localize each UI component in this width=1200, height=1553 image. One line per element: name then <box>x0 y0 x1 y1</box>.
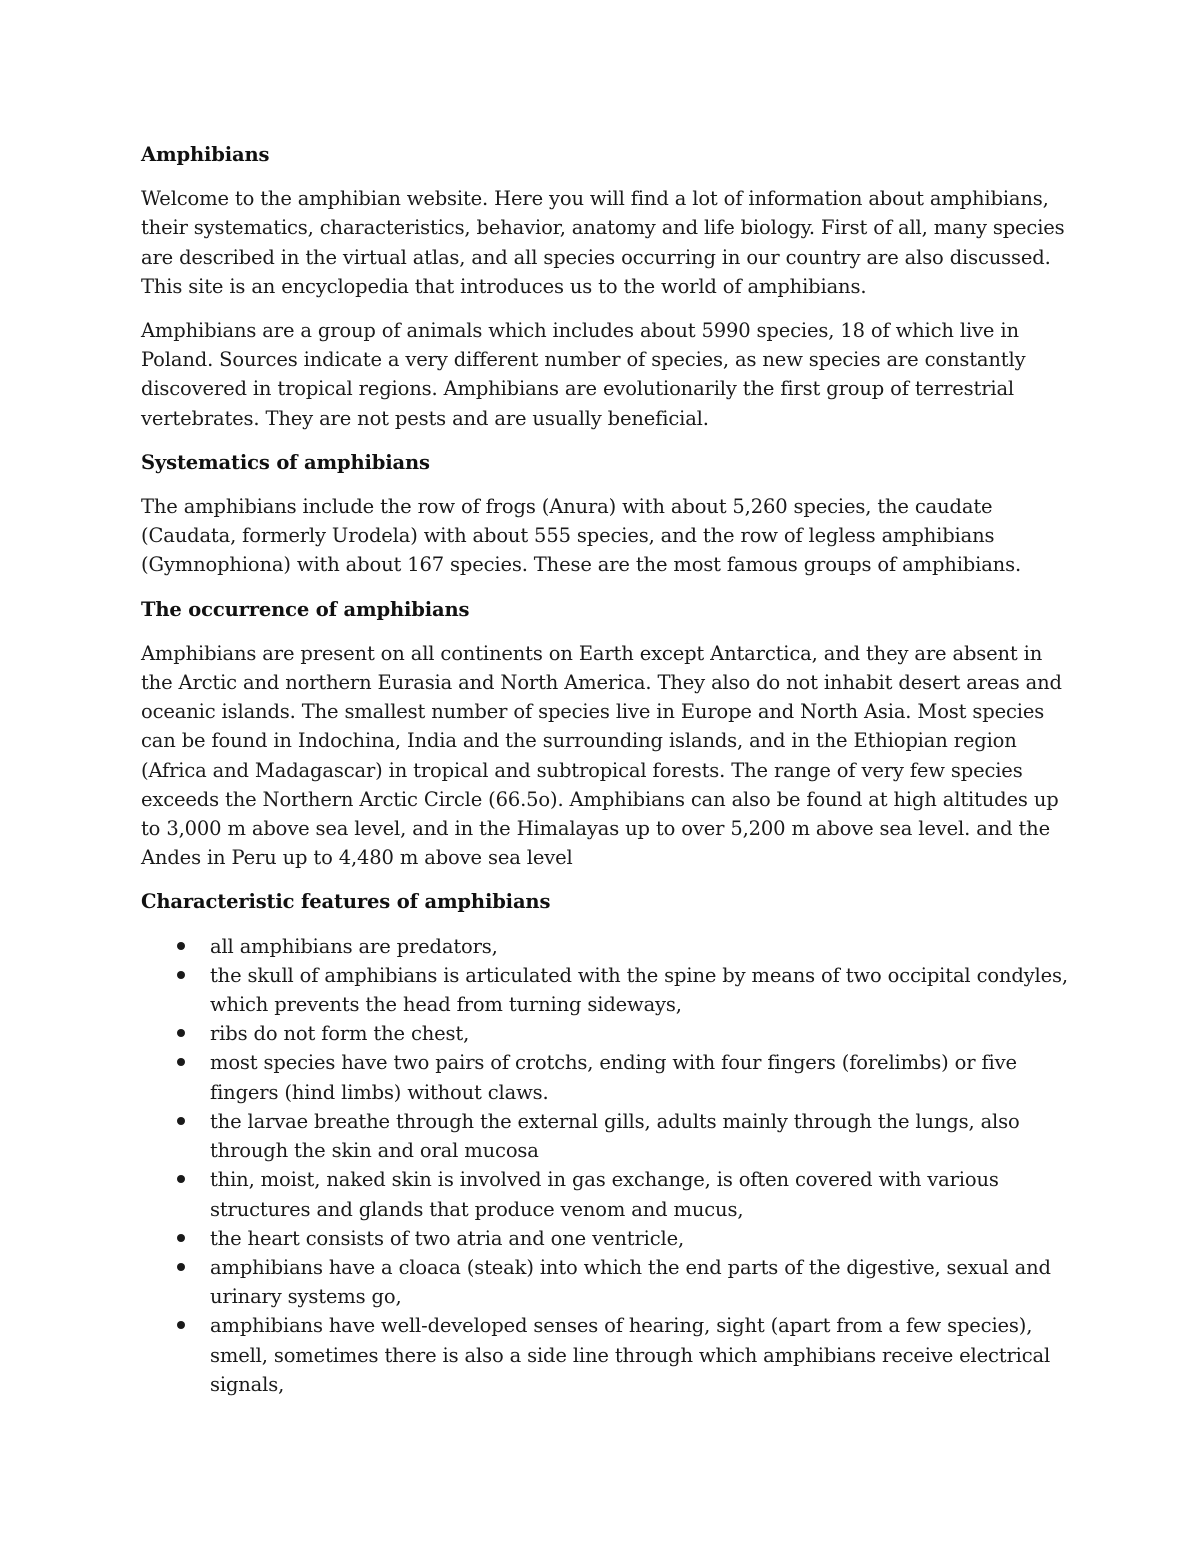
document-title: Amphibians <box>141 143 270 166</box>
occurrence-paragraph: Amphibians are present on all continents on Earth except Antarctica, and they are absent in the Arctic and northern Eurasia and North America. They also do not inhabit desert areas and oceanic islands. The smallest number of species live in Europe and North Asia. Most species can be found in Indochina, India and the surrounding islands, and in the Ethiopian region (Africa and Madagascar) in tropical and subtropical forests. The range of very few species exceeds the Northern Arctic Circle (66.5o). Amphibians can also be found at high altitudes up to 3,000 m above sea level, and in the Himalayas up to over 5,200 m above sea level. and the Andes in Peru up to 4,480 m above sea level <box>141 641 1062 870</box>
features-list <box>141 932 1071 1399</box>
systematics-paragraph: The amphibians include the row of frogs (Anura) with about 5,260 species, the caudate (Caudata, formerly Urodela) with about 555 species, and the row of legless amphibians (Gymnophiona) with about 167 species. These are the most famous groups of amphibians. <box>141 495 1021 577</box>
bullet-icon <box>177 942 185 950</box>
list-item-text: ribs do not form the chest, <box>210 1022 470 1046</box>
occurrence-heading: The occurrence of amphibians <box>141 597 470 621</box>
list-item-text: the heart consists of two atria and one ventricle, <box>210 1226 685 1250</box>
list-item-text: the larvae breathe through the external gills, adults mainly through the lungs, also through the skin and oral mucosa <box>210 1109 1020 1163</box>
bullet-icon <box>177 1263 185 1271</box>
list-item <box>141 1224 1071 1253</box>
bullet-icon <box>177 971 185 979</box>
list-item <box>141 1107 1071 1165</box>
list-item <box>141 932 1071 961</box>
intro-paragraph-1: Welcome to the amphibian website. Here you will find a lot of information about amphibians, their systematics, characteristics, behavior, anatomy and life biology. First of all, many species are described in the virtual atlas, and all species occurring in our country are also discussed. This site is an encyclopedia that introduces us to the world of amphibians. <box>141 187 1065 298</box>
bullet-icon <box>177 1058 185 1066</box>
list-item-text: all amphibians are predators, <box>210 934 498 958</box>
list-item-text: thin, moist, naked skin is involved in gas exchange, is often covered with various structures and glands that produce venom and mucus, <box>210 1168 999 1221</box>
list-item-text: amphibians have well-developed senses of hearing, sight (apart from a few species), smell, sometimes there is also a side line through which amphibians receive electrical signals, <box>210 1314 1051 1396</box>
list-item <box>141 1311 1071 1399</box>
list-item-text: the skull of amphibians is articulated with the spine by means of two occipital condyles, which prevents the head from turning sideways, <box>210 963 1068 1017</box>
bullet-icon <box>177 1029 185 1037</box>
bullet-icon <box>177 1175 185 1183</box>
systematics-heading: Systematics of amphibians <box>141 450 430 474</box>
bullet-icon <box>177 1117 185 1125</box>
document-page <box>141 140 1071 1399</box>
list-item <box>141 1048 1071 1106</box>
list-item <box>141 1019 1071 1048</box>
list-item-text: most species have two pairs of crotchs, ending with four fingers (forelimbs) or five fingers (hind limbs) without claws. <box>210 1051 1017 1104</box>
bullet-icon <box>177 1321 185 1329</box>
list-item <box>141 1165 1071 1223</box>
list-item <box>141 1253 1071 1311</box>
list-item <box>141 961 1071 1019</box>
intro-paragraph-2: Amphibians are a group of animals which includes about 5990 species, 18 of which live in Poland. Sources indicate a very different number of species, as new species are constantly discovered in tropical regions. Amphibians are evolutionarily the first group of terrestrial vertebrates. They are not pests and are usually beneficial. <box>141 319 1026 430</box>
bullet-icon <box>177 1234 185 1242</box>
list-item-text: amphibians have a cloaca (steak) into which the end parts of the digestive, sexual and urinary systems go, <box>210 1255 1051 1309</box>
features-heading: Characteristic features of amphibians <box>141 890 551 914</box>
